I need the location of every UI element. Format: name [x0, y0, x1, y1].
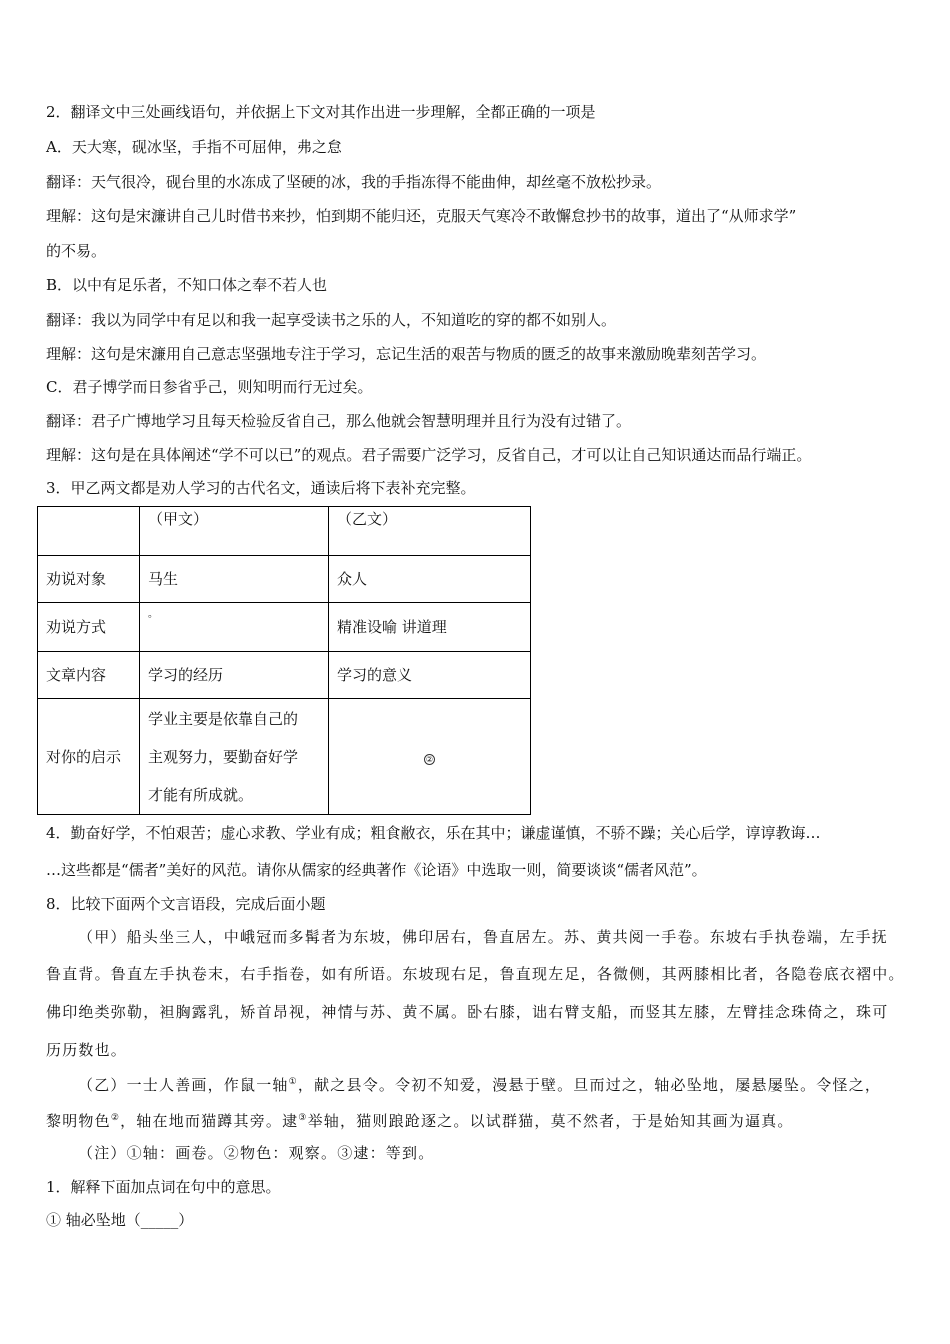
table-header-row [38, 507, 531, 556]
q2-option-a-understanding-cont: 的不易。 [46, 242, 107, 260]
jia-cell [140, 699, 329, 815]
q2-option-c-translation: 翻译：君子广博地学习且每天检验反省自己，那么他就会智慧明理并且行为没有过错了。 [46, 412, 632, 430]
passage-yi: 黎明物色②，轴在地而猫蹲其旁。逮③举轴，猫则踉跄逐之。以试群猫，莫不然者，于是始知其画为逼真。 [46, 1112, 794, 1130]
passage-yi: （乙）一士人善画，作鼠一轴①，献之县令。令初不知爱，漫悬于壁。旦而过之，轴必坠地，屡悬屡坠。令怪之， [78, 1076, 882, 1094]
passage-jia: 鲁直背。鲁直左手执卷末，右手指卷，如有所语。东坡现右足，鲁直现左足，各微侧，其两膝相比者，各隐卷底衣褶中。 [46, 965, 905, 983]
q2-option-b: B．以中有足乐者，不知口体之奉不若人也 [46, 276, 328, 294]
q2-option-a-understanding: 理解：这句是宋濂讲自己儿时借书来抄，怕到期不能归还，克服天气寒冷不敢懈怠抄书的故事，道出了“从师求学” [46, 207, 797, 225]
q3-stem: 3．甲乙两文都是劝人学习的古代名文，通读后将下表补充完整。 [46, 479, 476, 497]
subquestion-1: 1．解释下面加点词在句中的意思。 [46, 1178, 281, 1196]
q3-table [37, 506, 531, 815]
q2-option-c-understanding: 理解：这句是在具体阐述“学不可以已”的观点。君子需要广泛学习，反省自己，才可以让自己知识通达而品行端正。 [46, 446, 812, 464]
q8-stem: 8．比较下面两个文言语段，完成后面小题 [46, 895, 326, 913]
q2-option-a: A．天大寒，砚冰坚，手指不可屈伸，弗之怠 [46, 138, 342, 156]
table-row [38, 652, 531, 699]
row-label: 对你的启示 [38, 699, 140, 815]
q2-option-c: C．君子博学而日参省乎己，则知明而行无过矣。 [46, 378, 373, 396]
table-header-cell: （乙文） [329, 507, 531, 556]
q2-option-b-understanding: 理解：这句是宋濂用自己意志坚强地专注于学习，忘记生活的艰苦与物质的匮乏的故事来激励晚辈刻苦学习。 [46, 345, 767, 363]
row-label: 劝说对象 [38, 556, 140, 603]
passage-jia: 历历数也。 [46, 1041, 128, 1059]
passage-jia: 佛印绝类弥勒，袒胸露乳，矫首昂视，神情与苏、黄不属。卧右膝，诎右臂支船，而竖其左膝，左臂挂念珠倚之，珠可 [46, 1003, 889, 1021]
q4-text: 4．勤奋好学，不怕艰苦；虚心求教、学业有成；粗食敝衣，乐在其中；谦虚谨慎，不骄不躁；关心后学，谆谆教诲… [46, 824, 821, 842]
q4-text-cont: …这些都是“儒者”美好的风范。请你从儒家的经典著作《论语》中选取一则，简要谈谈“儒者风范”。 [46, 861, 707, 879]
subquestion-1-item: ① 轴必坠地（_____） [46, 1211, 194, 1229]
table-header-cell: （甲文） [140, 507, 329, 556]
passage-jia: （甲）船头坐三人，中峨冠而多髯者为东坡，佛印居右，鲁直居左。苏、黄共阅一手卷。东坡右手执卷端，左手抚 [78, 928, 889, 946]
row-label: 劝说方式 [38, 603, 140, 652]
row-label: 文章内容 [38, 652, 140, 699]
table-row [38, 556, 531, 603]
q2-option-b-translation: 翻译：我以为同学中有足以和我一起享受读书之乐的人，不知道吃的穿的都不如别人。 [46, 311, 617, 329]
jia-line: 才能有所成就。 [148, 785, 254, 804]
jia-line: 学业主要是依靠自己的 [148, 709, 299, 728]
table-row [38, 603, 531, 652]
jia-cell: 马生 [140, 556, 329, 603]
table-row [38, 699, 531, 815]
yi-cell: 精准设喻 讲道理 [329, 603, 531, 652]
q2-stem: 2．翻译文中三处画线语句，并依据上下文对其作出进一步理解，全都正确的一项是 [46, 103, 596, 121]
table-header-cell [38, 507, 140, 556]
blank-marker: 。 [148, 609, 158, 620]
jia-cell: 学习的经历 [140, 652, 329, 699]
yi-cell: 众人 [329, 556, 531, 603]
notes: （注）①轴：画卷。②物色：观察。③逮：等到。 [78, 1144, 435, 1162]
yi-cell: 学习的意义 [329, 652, 531, 699]
jia-blank-cell[interactable] [140, 603, 329, 652]
yi-blank-cell[interactable] [329, 699, 531, 815]
q2-option-a-translation: 翻译：天气很冷，砚台里的水冻成了坚硬的冰，我的手指冻得不能曲伸，却丝毫不放松抄录。 [46, 173, 662, 191]
blank-marker: ② [425, 754, 434, 764]
jia-line: 主观努力，要勤奋好学 [148, 747, 299, 766]
